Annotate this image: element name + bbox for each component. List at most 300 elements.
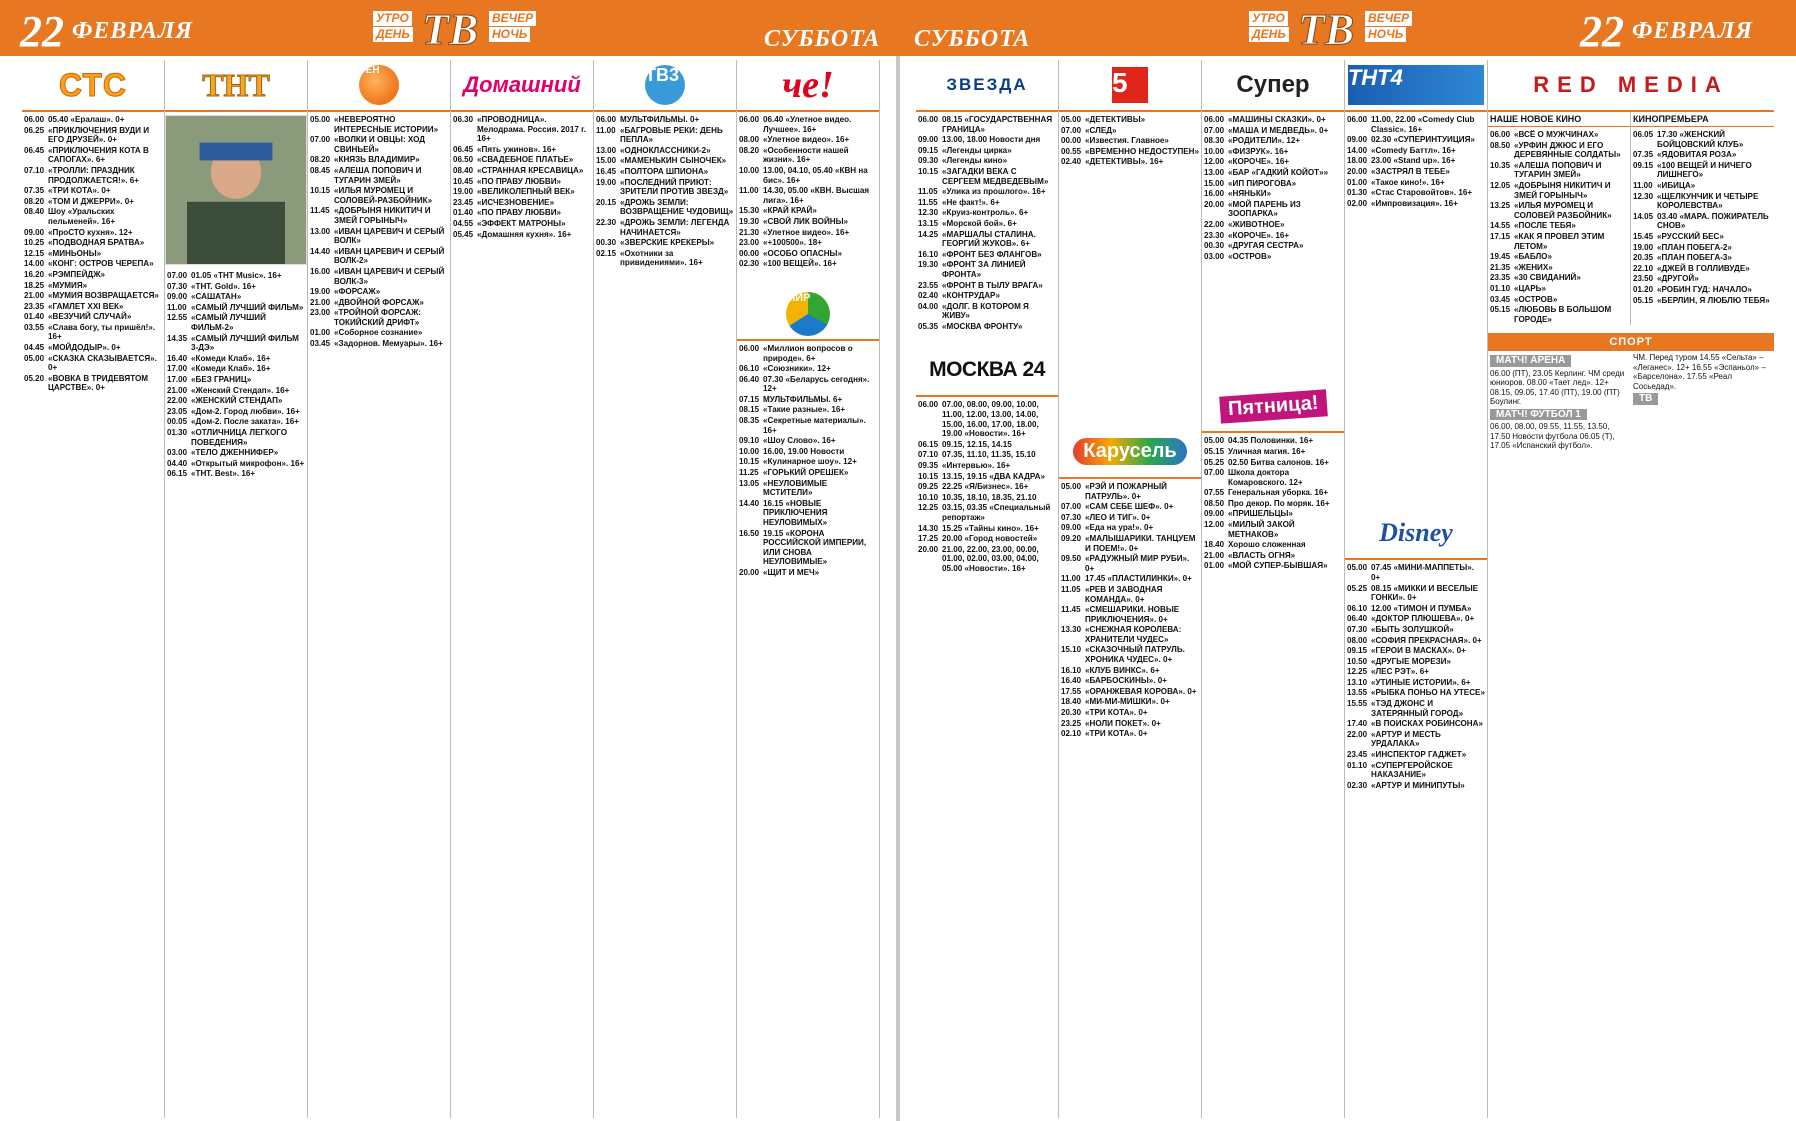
program-time: 14.05 [1633, 211, 1654, 221]
program-title: 07.30 «Беларусь сегодня». 12+ [763, 374, 870, 394]
program-title: «ПО ПРАВУ ЛЮБВИ» [477, 176, 562, 186]
program-time: 11.00 [596, 125, 616, 135]
program-time: 05.25 [1347, 583, 1368, 593]
program-time: 09.00 [1204, 509, 1225, 519]
program-time: 11.00 [1061, 574, 1081, 584]
program-row [739, 568, 877, 578]
program-row [1347, 730, 1485, 749]
program-title: МУЛЬТФИЛЬМЫ. 6+ [763, 394, 843, 404]
program-time: 05.00 [1204, 436, 1225, 446]
program-time: 07.00 [310, 135, 331, 145]
program-time: 18.40 [1061, 697, 1082, 707]
program-title: «СВОЙ ЛИК ВОЙНЫ» [763, 216, 849, 226]
schedule [451, 112, 593, 239]
program-time: 06.50 [453, 155, 474, 165]
program-time: 12.30 [918, 208, 939, 218]
channel-logo-pyatnica: Пятница! [1202, 381, 1344, 433]
program-title: «ЦАРЬ» [1514, 283, 1546, 293]
program-time: 23.35 [24, 301, 45, 311]
program-time: 03.45 [1490, 294, 1511, 304]
program-time: 14.55 [1490, 221, 1511, 231]
program-row [739, 217, 877, 227]
program-row [1347, 604, 1485, 614]
program-title: «ТРИ КОТА». 0+ [48, 186, 111, 196]
program-time: 16.10 [1061, 665, 1082, 675]
program-title: «ИВАН ЦАРЕВИЧ И СЕРЫЙ ВОЛК» [334, 226, 445, 246]
program-title: «РЫБКА ПОНЬО НА УТЕСЕ» [1371, 688, 1485, 698]
program-time: 14.00 [24, 259, 45, 269]
program-row [24, 249, 162, 259]
schedule [1202, 112, 1344, 261]
program-title: «МОЙ СУПЕР-БЫВШАЯ» [1228, 561, 1328, 571]
program-time: 06.45 [24, 145, 45, 155]
program-title: «Comedy Баттл». 16+ [1371, 145, 1456, 155]
program-title: «Женский Стендап». 16+ [191, 385, 290, 395]
program-time: 06.00 [596, 115, 617, 124]
program-row [1347, 750, 1485, 760]
program-time: 05.35 [918, 321, 939, 331]
program-time: 07.35 [1633, 150, 1654, 160]
program-time: 23.45 [1347, 750, 1368, 760]
program-title: «КЛУБ ВИНКС». 6+ [1085, 665, 1160, 675]
program-row [1204, 168, 1342, 178]
channel-logo: ТНТ [165, 60, 307, 112]
program-time: 08.20 [24, 196, 45, 206]
program-row [1490, 232, 1628, 251]
program-row [739, 499, 877, 528]
program-time: 09.20 [1061, 533, 1082, 543]
program-row [1204, 252, 1342, 262]
program-row [1347, 719, 1485, 729]
match-futbol-logo: МАТЧ! ФУТБОЛ 1 [1490, 409, 1587, 421]
program-title: «Дом-2. После заката». 16+ [191, 417, 299, 427]
program-title: «ИНСПЕКТОР ГАДЖЕТ» [1371, 750, 1467, 760]
program-time: 13.15 [918, 218, 939, 228]
program-time: 21.30 [739, 227, 760, 237]
program-title: «СВАДЕБНОЕ ПЛАТЬЕ» [477, 155, 574, 165]
program-time: 21.00 [1204, 550, 1225, 560]
program-time: 13.10 [1347, 677, 1368, 687]
program-title: «ТНТ. Gold». 16+ [191, 281, 256, 291]
program-title: «ТОМ И ДЖЕРРИ». 0+ [48, 196, 134, 206]
program-row [1061, 666, 1199, 676]
program-title: «ОСТРОВ» [1514, 294, 1558, 304]
program-time: 08.40 [453, 165, 474, 175]
program-title: «ФОРСАЖ» [334, 287, 381, 297]
program-title: «ДОЛГ. В КОТОРОМ Я ЖИВУ» [942, 301, 1029, 321]
sport-left: МАТЧ! АРЕНА 06.00 (ПТ), 23.05 Керлинг. ЧМ среди юниоров. 08.00 «Тает лед». 12+ 08.15, 09.05, 17.40 (ПТ), 19.00 (ПТ) Боулинг. МАТЧ! ФУТБОЛ 1 06.00, 08.00, 09.55, 11.55, 13.50, 17.50 Новости футбола 06.05 (Т), 17.05 «Испанский футбол». [1490, 355, 1625, 451]
program-time: 12.05 [1490, 180, 1511, 190]
program-row [918, 281, 1056, 291]
program-time: 11.05 [1061, 584, 1081, 594]
program-title: 10.35, 18.10, 18.35, 21.10 [942, 492, 1037, 502]
program-title: «БАГРОВЫЕ РЕКИ: ДЕНЬ ПЕПЛА» [620, 125, 723, 145]
program-time: 08.20 [310, 155, 331, 165]
program-title: «ИСЧЕЗНОВЕНИЕ» [477, 197, 555, 207]
program-row [918, 302, 1056, 321]
program-title: «ЩЕЛКУНЧИК И ЧЕТЫРЕ КОРОЛЕВСТВА» [1657, 191, 1759, 211]
program-title: «Легенды цирка» [942, 145, 1012, 155]
program-title: «Шоу Слово». 16+ [763, 436, 836, 446]
program-time: 07.30 [1347, 624, 1368, 634]
program-title: «КОНГ: ОСТРОВ ЧЕРЕПА» [48, 259, 154, 269]
program-time: 05.00 [310, 115, 331, 124]
channel-logo: RED MEDIA [1488, 60, 1774, 112]
channel-redmedia [1488, 60, 1774, 1118]
program-time: 10.00 [739, 165, 760, 175]
program-time: 09.30 [918, 156, 939, 166]
program-title: «ПРОВОДНИЦА». Мелодрама. Россия. 2017 г. 16+ [477, 115, 586, 144]
program-row [1204, 447, 1342, 457]
program-title: «РЕВ И ЗАВОДНАЯ КОМАНДА». 0+ [1085, 584, 1163, 604]
program-time: 02.30 [739, 259, 760, 269]
program-time: 05.00 [1347, 563, 1368, 573]
program-title: «ТРОЙНОЙ ФОРСАЖ: ТОКИЙСКИЙ ДРИФТ» [334, 308, 421, 327]
program-time: 21.00 [167, 385, 188, 395]
program-row [310, 155, 448, 165]
program-row [1490, 201, 1628, 220]
program-row [1490, 161, 1628, 180]
program-row [1490, 252, 1628, 262]
program-time: 11.05 [918, 187, 938, 197]
program-row [1347, 199, 1485, 209]
channel-5 [1059, 60, 1202, 1118]
program-time: 00.30 [596, 238, 617, 248]
program-time: 10.15 [918, 166, 939, 176]
program-title: «Такое кино!». 16+ [1371, 177, 1445, 187]
program-row [1061, 687, 1199, 697]
program-title: «ЩИТ И МЕЧ» [763, 567, 820, 577]
schedule [594, 112, 736, 268]
program-row [596, 156, 734, 166]
program-row [24, 207, 162, 226]
program-title: «МИНЬОНЫ» [48, 248, 102, 258]
program-row [167, 428, 305, 447]
program-title: 15.25 «Тайны кино». 16+ [942, 523, 1039, 533]
program-time: 12.15 [24, 248, 45, 258]
program-title: «ОСТРОВ» [1228, 251, 1272, 261]
match-arena-logo: МАТЧ! АРЕНА [1490, 355, 1571, 367]
program-row [24, 374, 162, 393]
program-time: 14.40 [310, 246, 331, 256]
right-page [916, 60, 1774, 1120]
program-title: «Домашняя кухня». 16+ [477, 229, 572, 239]
program-row [1204, 231, 1342, 241]
program-row [1061, 645, 1199, 664]
program-title: 04.35 Половинки. 16+ [1228, 436, 1314, 446]
program-row [1061, 585, 1199, 604]
program-title: «ПОДВОДНАЯ БРАТВА» [48, 238, 145, 248]
program-row [1061, 502, 1199, 512]
program-row [918, 291, 1056, 301]
program-title: Шоу «Уральских пельменей». 16+ [48, 207, 116, 226]
program-row [24, 115, 162, 125]
program-row [1061, 523, 1199, 533]
redmedia-split [1488, 112, 1774, 325]
program-time: 17.00 [167, 364, 188, 374]
program-row [918, 167, 1056, 186]
program-row [24, 323, 162, 342]
program-row [596, 198, 734, 217]
program-time: 16.50 [739, 528, 760, 538]
program-title: «ВРЕМЕННО НЕДОСТУПЕН» [1085, 146, 1200, 156]
program-title: 07.45 «МИНИ-МАППЕТЫ». 0+ [1371, 563, 1475, 582]
program-title: «САШАТАН» [191, 292, 242, 302]
schedule-pyatnica [1202, 433, 1344, 571]
program-time: 15.00 [596, 156, 617, 166]
program-row [167, 313, 305, 332]
program-row [453, 155, 591, 165]
program-title: 09.15, 12.15, 14.15 [942, 439, 1012, 449]
program-title: 23.00 «Stand up». 16+ [1371, 156, 1456, 166]
program-row [24, 259, 162, 269]
program-time: 03.00 [1204, 251, 1225, 261]
schedule [1345, 112, 1487, 208]
channel-logo: Домашний [451, 60, 593, 112]
program-title: 16.15 «НОВЫЕ ПРИКЛЮЧЕНИЯ НЕУЛОВИМЫХ» [763, 498, 828, 527]
program-title: «САМЫЙ ЛУЧШИЙ ФИЛЬМ-2» [191, 313, 266, 332]
program-time: 07.35 [24, 186, 45, 196]
program-title: «РЭЙ И ПОЖАРНЫЙ ПАТРУЛЬ». 0+ [1085, 481, 1167, 501]
program-time: 00.55 [1061, 146, 1082, 156]
program-time: 23.30 [1204, 230, 1225, 240]
program-title: «СЛЕД» [1085, 125, 1117, 135]
program-row [167, 364, 305, 374]
program-time: 05.00 [24, 353, 45, 363]
program-time: 19.30 [739, 216, 760, 226]
date-left: 22 ФЕВРАЛЯ [20, 7, 193, 56]
program-row [1347, 167, 1485, 177]
program-title: «ЖЕНИХ» [1514, 262, 1553, 272]
program-time: 11.55 [918, 197, 938, 207]
program-title: «Слава богу, ты пришёл!». 16+ [48, 322, 156, 342]
program-time: 19.00 [1633, 242, 1654, 252]
program-title: «ЛЮБОВЬ В БОЛЬШОМ ГОРОДЕ» [1514, 305, 1612, 324]
program-title: «БАРБОСКИНЫ». 0+ [1085, 676, 1167, 686]
program-title: «КРАЙ КРАЙ» [763, 206, 817, 216]
program-title: «СУПЕРГЕРОЙСКОЕ НАКАЗАНИЕ» [1371, 760, 1453, 780]
program-row [453, 198, 591, 208]
program-row [453, 145, 591, 155]
program-title: «РОБИН ГУД: НАЧАЛО» [1657, 284, 1752, 294]
program-row [1204, 220, 1342, 230]
program-time: 16.45 [596, 166, 617, 176]
program-row [739, 395, 877, 405]
program-time: 07.00 [1204, 125, 1225, 135]
program-row [1633, 161, 1772, 180]
program-row [453, 219, 591, 229]
program-time: 13.30 [1061, 625, 1082, 635]
program-title: «Соборное сознание» [334, 328, 423, 338]
program-time: 06.15 [167, 469, 188, 479]
program-time: 09.35 [918, 461, 939, 471]
program-row [1347, 614, 1485, 624]
program-row [739, 447, 877, 457]
program-title: «АЛЕША ПОПОВИЧ И ТУГАРИН ЗМЕЙ» [1514, 160, 1602, 180]
program-title: «КАК Я ПРОВЕЛ ЭТИМ ЛЕТОМ» [1514, 231, 1605, 251]
program-row [1633, 264, 1772, 274]
program-row [918, 503, 1056, 522]
program-row [1204, 561, 1342, 571]
program-title: Про декор. По моряк. 16+ [1228, 498, 1330, 508]
program-title: «МУМИЯ» [48, 280, 88, 290]
weekday-right: СУББОТА [914, 26, 1031, 52]
program-row [24, 166, 162, 185]
program-time: 10.35 [1490, 160, 1511, 170]
program-row [1633, 181, 1772, 191]
program-title: 16.00, 19.00 Новости [763, 446, 845, 456]
program-time: 05.15 [1633, 295, 1654, 305]
program-title: «Секретные материалы». 16+ [763, 416, 866, 435]
program-row [739, 186, 877, 205]
program-title: «ВЛАСТЬ ОГНЯ» [1228, 550, 1296, 560]
program-title: «ОСОБО ОПАСНЫ» [763, 248, 842, 258]
program-time: 14.25 [918, 229, 939, 239]
tv-logo-right: УТРО ДЕНЬ ТВ ВЕЧЕР НОЧЬ [1248, 8, 1416, 50]
program-time: 12.25 [1347, 667, 1368, 677]
program-row [1347, 584, 1485, 603]
channel-domashniy [451, 60, 594, 1118]
program-time: 07.15 [739, 394, 760, 404]
program-row [596, 167, 734, 177]
program-title: «БЫТЬ ЗОЛУШКОЙ» [1371, 624, 1454, 634]
program-title: «ОТЛИЧНИЦА ЛЕГКОГО ПОВЕДЕНИЯ» [191, 427, 288, 447]
program-title: 17.30 «ЖЕНСКИЙ БОЙЦОВСКИЙ КЛУБ» [1657, 130, 1744, 149]
program-time: 10.25 [24, 238, 45, 248]
program-row [1061, 115, 1199, 125]
left-page [22, 60, 880, 1120]
program-row [24, 238, 162, 248]
program-time: 19.30 [918, 260, 939, 270]
program-row [739, 249, 877, 259]
program-time: 09.10 [739, 436, 760, 446]
program-title: «ПОСЛЕДНИЙ ПРИЮТ: ЗРИТЕЛИ ПРОТИВ ЗВЕЗД» [620, 177, 729, 197]
program-row [918, 230, 1056, 249]
program-row [1061, 676, 1199, 686]
program-title: «ДЕТЕКТИВЫ». 16+ [1085, 157, 1164, 167]
program-row [918, 450, 1056, 460]
program-title: «ФРОНТ В ТЫЛУ ВРАГА» [942, 280, 1043, 290]
program-title: «МАША И МЕДВЕДЬ». 0+ [1228, 125, 1329, 135]
program-title: «Улетное видео». 16+ [763, 135, 850, 145]
program-time: 10.50 [1347, 656, 1368, 666]
program-title: «ВОЛКИ И ОВЦЫ: ХОД СВИНЬЕЙ» [334, 135, 426, 154]
schedule-mir [737, 341, 879, 578]
program-time: 04.00 [918, 301, 939, 311]
channel-ren [308, 60, 451, 1118]
program-row [739, 259, 877, 269]
program-row [24, 302, 162, 312]
program-time: 05.25 [1204, 457, 1225, 467]
program-time: 13.05 [739, 478, 760, 488]
program-row [918, 250, 1056, 260]
program-time: 07.10 [24, 165, 45, 175]
program-title: «Пять ужинов». 16+ [477, 144, 557, 154]
schedule-karusel [1059, 479, 1201, 739]
program-time: 01.10 [1490, 283, 1511, 293]
schedule [22, 112, 164, 393]
program-title: «ПОЛТОРА ШПИОНА» [620, 166, 709, 176]
program-title: Хорошо сложенная [1228, 540, 1306, 550]
program-title: «Особенности нашей жизни». 16+ [763, 145, 849, 165]
program-title: «ЖЕНСКИЙ СТЕНДАП» [191, 396, 283, 406]
program-title: 17.45 «ПЛАСТИЛИНКИ». 0+ [1085, 574, 1192, 584]
program-row [167, 448, 305, 458]
program-time: 17.00 [167, 374, 188, 384]
tv-logo-left: УТРО ДЕНЬ ТВ ВЕЧЕР НОЧЬ [372, 8, 540, 50]
program-row [918, 146, 1056, 156]
program-title: «Интервью». 16+ [942, 461, 1011, 471]
program-time: 10.15 [310, 186, 331, 196]
program-row [1347, 636, 1485, 646]
channel-tnt [165, 60, 308, 1118]
channel-logo: СТС [22, 60, 164, 112]
channel-logo: че! [737, 60, 879, 112]
program-row [167, 469, 305, 479]
program-title: «ДОБРЫНЯ НИКИТИЧ И ЗМЕЙ ГОРЫНЫЧ» [1514, 180, 1611, 200]
program-row [918, 482, 1056, 492]
program-title: «ПЛАН ПОБЕГА-3» [1657, 253, 1732, 263]
program-title: «РОДИТЕЛИ». 12+ [1228, 136, 1301, 146]
program-time: 00.30 [1204, 241, 1225, 251]
program-title: «ФРОНТ ЗА ЛИНИЕЙ ФРОНТА» [942, 260, 1026, 279]
program-time: 04.40 [167, 458, 188, 468]
program-row [1204, 241, 1342, 251]
program-title: «Союзники». 12+ [763, 364, 831, 374]
program-time: 09.15 [1633, 160, 1654, 170]
program-title: 02.50 Битва салонов. 16+ [1228, 457, 1329, 467]
channel-super [1202, 60, 1345, 1118]
program-row [1204, 499, 1342, 509]
program-title: Генеральная уборка. 16+ [1228, 488, 1329, 498]
program-time: 06.15 [918, 439, 939, 449]
program-time: 18.00 [1347, 156, 1368, 166]
program-time: 10.15 [739, 457, 760, 467]
channel-stc [22, 60, 165, 1118]
program-row [453, 187, 591, 197]
program-time: 05.20 [24, 373, 45, 383]
program-title: «Стас Старовойтов». 16+ [1371, 188, 1473, 198]
program-title: МУЛЬТФИЛЬМЫ. 0+ [620, 115, 700, 124]
program-title: «ПРИКЛЮЧЕНИЯ ВУДИ И ЕГО ДРУЗЕЙ». 0+ [48, 125, 150, 145]
program-row [918, 260, 1056, 279]
program-title: «ПЛАН ПОБЕГА-2» [1657, 242, 1732, 252]
program-time: 22.00 [167, 396, 188, 406]
nashe-novoe-kino [1488, 112, 1631, 325]
program-time: 06.40 [739, 374, 760, 384]
program-time: 06.00 [918, 115, 939, 124]
program-row [739, 135, 877, 145]
program-title: «ИП ПИРОГОВА» [1228, 178, 1297, 188]
program-row [1061, 482, 1199, 501]
program-time: 01.30 [167, 427, 188, 437]
program-row [596, 218, 734, 237]
program-time: 07.00 [1204, 468, 1225, 478]
program-row [1347, 563, 1485, 582]
program-title: «МОСКВА ФРОНТУ» [942, 321, 1023, 331]
program-row [596, 146, 734, 156]
program-row [310, 298, 448, 308]
program-row [739, 238, 877, 248]
program-row [918, 115, 1056, 134]
program-time: 11.45 [310, 206, 330, 216]
program-title: «ЯДОВИТАЯ РОЗА» [1657, 150, 1737, 160]
program-time: 06.10 [1347, 603, 1368, 613]
program-row [918, 135, 1056, 145]
program-row [739, 529, 877, 567]
program-time: 09.15 [1347, 646, 1368, 656]
program-time: 15.30 [739, 206, 760, 216]
